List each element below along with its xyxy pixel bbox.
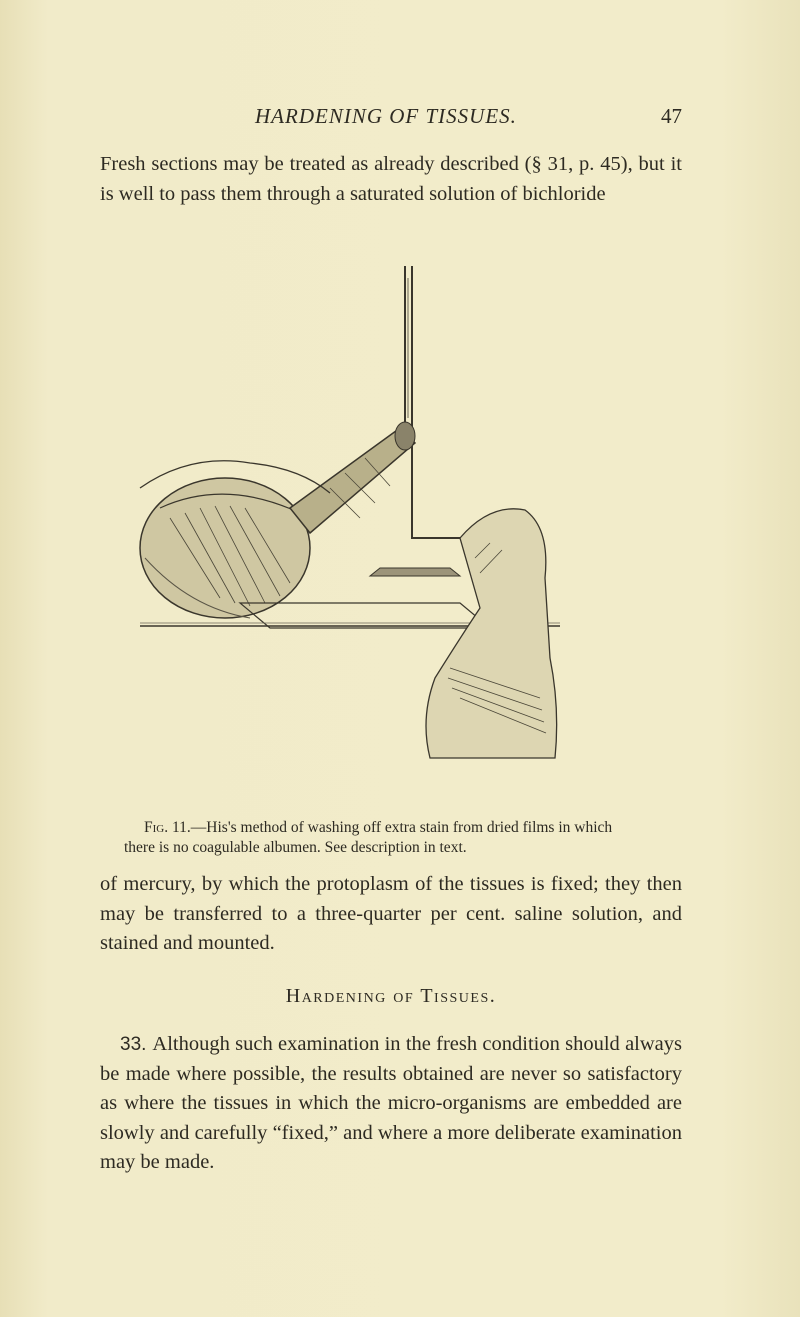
paragraph-continued: of mercury, by which the protoplasm of the tissues is fixed; they then may be transferred to a three-quarter per cent. saline solution, and stained and mounted. (100, 873, 682, 954)
section-text: Although such examination in the fresh condition should always be made where possible, the results obtained are never so satisfactory as where the tissues in which the micro-organisms are embedded are slowly and carefully “fixed,” and where a more deliberate examination may be made. (100, 1033, 682, 1173)
figure-label: Fig. 11. (144, 819, 191, 836)
section-heading: Hardening of Tissues. (285, 985, 497, 1007)
running-head (100, 104, 682, 134)
washing-apparatus-engraving (130, 258, 600, 778)
paragraph-top: Fresh sections may be treated as already described (§ 31, p. 45), but it is well to pass them through a saturated solution of bichloride (100, 153, 682, 205)
figure-illustration (130, 258, 600, 778)
running-head-title: HARDENING OF TISSUES. (255, 104, 517, 128)
paragraph-section-33 (100, 1030, 682, 1178)
figure-caption (124, 818, 644, 858)
section-number: 33. (120, 1034, 147, 1055)
page-number: 47 (661, 104, 682, 128)
figure-caption-text: —His's method of washing off extra stain from dried films in which there is no coagulable albumen. See description in text. (124, 819, 613, 856)
